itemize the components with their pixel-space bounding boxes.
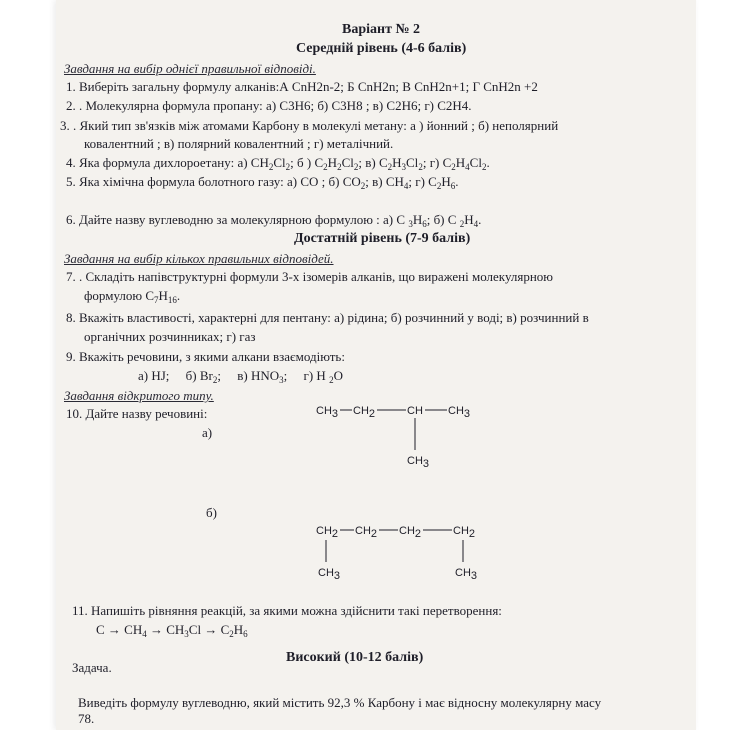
task-line-1: Виведіть формулу вуглеводню, який містить 92,3 % Карбону і має відносну молекулярну масу bbox=[78, 695, 602, 710]
question-10-label-b: б) bbox=[206, 505, 217, 520]
question-6: 6. Дайте назву вуглеводню за молекулярною формулою : а) C $_3H_6$; б) C $_2H_4$. bbox=[66, 212, 482, 229]
struct-b-c1: CH2 bbox=[316, 525, 339, 540]
worksheet-page bbox=[56, 0, 696, 730]
question-5: 5. Яка хімічна формула болотного газу: а) CO ; б) $CO_2$; в) $CH_4$; г) $C_2H_6$. bbox=[66, 174, 459, 191]
question-8-line-1: 8. Вкажіть властивості, характерні для пентану: а) рідина; б) розчинний у воді; в) розчинний в bbox=[66, 310, 589, 325]
level-sufficient-heading: Достатній рівень (7-9 балів) bbox=[294, 231, 471, 246]
question-4: 4. Яка формула дихлороетану: а) $CH_2Cl_2$; б ) $C_2H_2Cl_2$; в) $C_2H_3Cl_2$; г) $C_2H_4Cl_2$. bbox=[66, 155, 490, 172]
struct-b-c2: CH2 bbox=[355, 525, 378, 540]
question-1: 1. Виберіть загальну формулу алканів:А CnH2n-2; Б CnH2n; В CnH2n+1; Г CnH2n +2 bbox=[66, 79, 538, 94]
struct-a-c4: CH3 bbox=[448, 405, 471, 420]
section-open-type: Завдання відкритого типу. bbox=[64, 388, 214, 403]
struct-b-c5: CH3 bbox=[318, 567, 341, 582]
question-9-line-1: 9. Вкажіть речовини, з якими алкани взаємодіють: bbox=[66, 349, 345, 364]
struct-a-c5: CH3 bbox=[407, 455, 430, 470]
struct-a-c1: CH3 bbox=[316, 405, 339, 420]
question-3-line-1: 3. . Який тип зв'язків між атомами Карбону в молекулі метану: а ) йонний ; б) неполярний bbox=[60, 118, 559, 133]
struct-a-c2: CH2 bbox=[353, 405, 376, 420]
question-2: 2. . Молекулярна формула пропану: а) С3Н6; б) С3Н8 ; в) С2Н6; г) С2Н4. bbox=[66, 98, 472, 113]
question-11-line-1: 11. Напишіть рівняння реакцій, за якими можна здійснити такі перетворення: bbox=[72, 603, 502, 618]
struct-b-c3: CH2 bbox=[399, 525, 422, 540]
question-7-line-1: 7. . Складіть напівструктурні формули 3-х ізомерів алканів, що виражені молекулярною bbox=[66, 269, 554, 284]
structure-a bbox=[306, 400, 546, 480]
task-line-2: 78. bbox=[78, 711, 95, 726]
struct-b-c4: CH2 bbox=[453, 525, 476, 540]
question-3-line-2: ковалентний ; в) полярний ковалентний ; г) металічний. bbox=[84, 136, 394, 151]
question-10-label-a: а) bbox=[202, 425, 213, 440]
structure-b bbox=[306, 520, 566, 590]
struct-a-c3: CH bbox=[407, 405, 423, 417]
level-medium-heading: Середній рівень (4-6 балів) bbox=[296, 41, 467, 56]
question-11-line-2: $C \to CH_4 \to CH_3Cl \to C_2H_6$ bbox=[96, 622, 248, 639]
level-high-heading: Високий (10-12 балів) bbox=[286, 650, 424, 665]
variant-title: Варіант № 2 bbox=[342, 22, 421, 37]
question-8-line-2: органічних розчинниках; г) газ bbox=[84, 329, 256, 344]
struct-b-c6: CH3 bbox=[455, 567, 478, 582]
question-7-line-2: формулою $C_7H_{16}$. bbox=[84, 288, 181, 305]
question-9-options: а) HJ; б) $Br_2$; в) $HNO_3$; г) H $_2$O bbox=[138, 368, 343, 385]
task-label: Задача. bbox=[72, 660, 112, 675]
section-multiple-choice: Завдання на вибір кількох правильних відповідей. bbox=[64, 251, 334, 266]
question-10: 10. Дайте назву речовині: bbox=[66, 406, 208, 421]
section-single-choice: Завдання на вибір однієї правильної відповіді. bbox=[64, 61, 316, 76]
